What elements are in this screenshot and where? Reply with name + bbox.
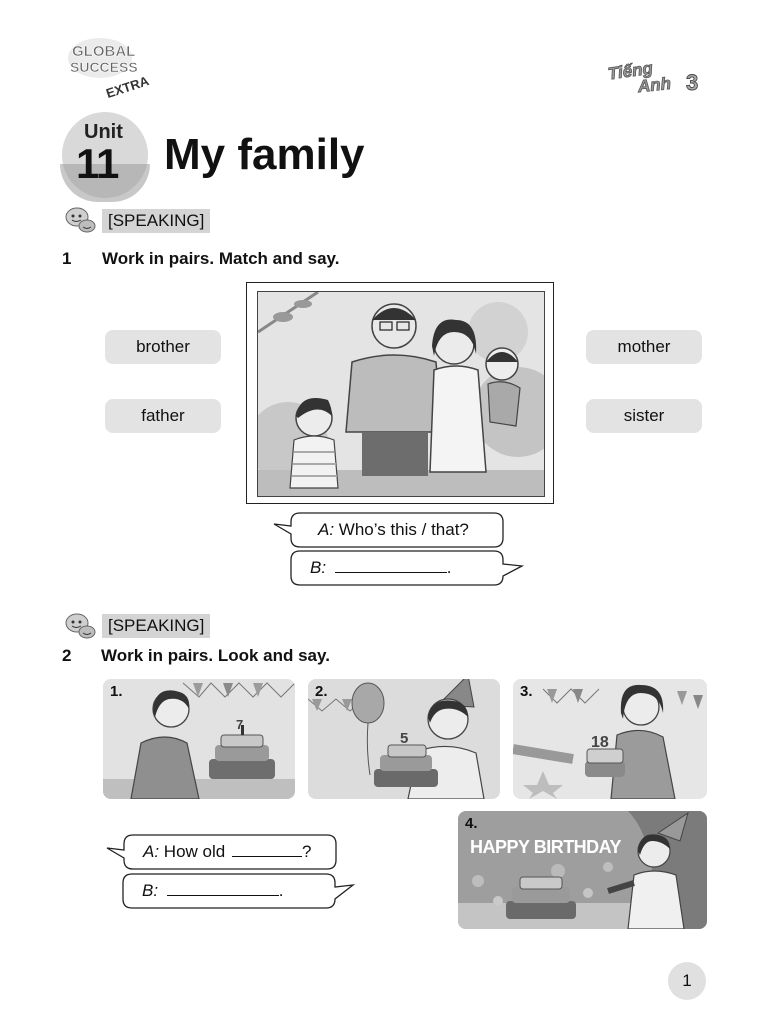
speech-bubble-a — [272, 512, 504, 548]
speaker-a-label-2: A: — [143, 842, 160, 861]
picture-4 — [458, 811, 707, 929]
logo-success-text: SUCCESS — [70, 59, 138, 75]
answer-period-2: . — [278, 881, 284, 900]
speech-bubble-a-2 — [105, 834, 337, 870]
picture-3 — [513, 679, 707, 799]
speaking-tag-2: [SPEAKING] — [102, 614, 210, 638]
word-card-mother[interactable]: mother — [586, 330, 702, 364]
speaker-b-label: B: — [310, 558, 327, 577]
answer-period: . — [446, 558, 452, 577]
word-card-brother[interactable]: brother — [105, 330, 221, 364]
speaker-b-label-2: B: — [142, 881, 159, 900]
family-illustration — [257, 291, 545, 497]
task-number: 1 — [62, 249, 72, 268]
question-text: Who’s this / that? — [338, 520, 469, 539]
cake-number-2: 5 — [400, 730, 409, 747]
picture-2 — [308, 679, 500, 799]
logo-anh-text: Anh — [636, 73, 672, 96]
answer-blank-2[interactable] — [167, 881, 279, 896]
question-text-2: How old — [163, 842, 226, 861]
task-number-2: 2 — [62, 646, 72, 665]
global-success-logo — [66, 36, 158, 102]
task-instruction-2: Work in pairs. Look and say. — [101, 646, 330, 665]
speech-bubble-b-2 — [122, 873, 354, 909]
answer-blank[interactable] — [335, 558, 447, 573]
tieng-anh-3-logo — [604, 56, 708, 96]
page-number: 1 — [668, 962, 706, 1000]
logo-tieng-text: Tiếng — [606, 58, 654, 84]
logo-global-text: GLOBAL — [72, 43, 136, 60]
unit-number: 11 — [76, 140, 119, 187]
speaking-icon-2 — [64, 612, 96, 640]
picture-3-label: 3. — [520, 683, 533, 700]
logo-extra-text: EXTRA — [104, 73, 151, 101]
speaking-tag: [SPEAKING] — [102, 209, 210, 233]
happy-birthday-banner: HAPPY BIRTHDAY — [470, 837, 622, 857]
speaking-icon — [64, 206, 96, 234]
task-instruction: Work in pairs. Match and say. — [102, 249, 340, 268]
speaker-a-label: A: — [318, 520, 335, 539]
question-mark: ? — [301, 842, 312, 861]
logo-grade-number: 3 — [686, 70, 699, 95]
question-blank[interactable] — [232, 842, 302, 857]
page-title: My family — [164, 130, 365, 179]
unit-label: Unit — [84, 121, 123, 143]
picture-1-label: 1. — [110, 683, 123, 700]
picture-4-label: 4. — [465, 815, 478, 832]
word-card-sister[interactable]: sister — [586, 399, 702, 433]
family-photo-frame — [246, 282, 554, 504]
picture-1 — [103, 679, 295, 799]
picture-2-label: 2. — [315, 683, 328, 700]
speech-bubble-b — [290, 550, 524, 586]
cake-number-3: 18 — [591, 734, 609, 751]
word-card-father[interactable]: father — [105, 399, 221, 433]
cake-number-1: 7 — [236, 717, 244, 732]
